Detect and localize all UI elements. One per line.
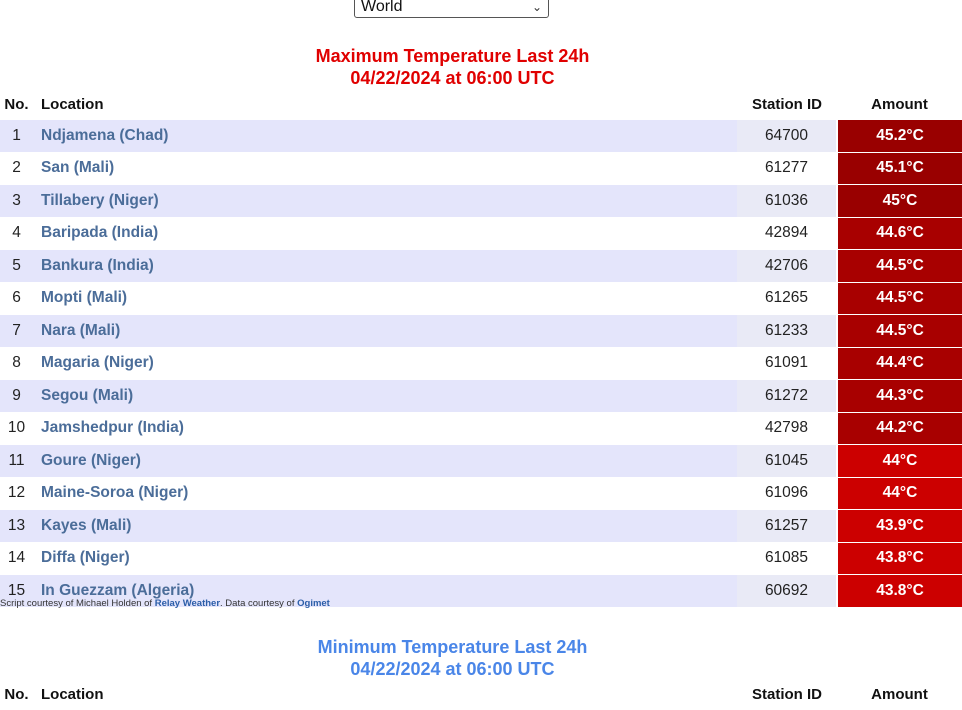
header-station-id: Station ID	[752, 686, 822, 703]
row-number: 5	[0, 250, 33, 283]
table-header-row	[0, 679, 962, 710]
row-station-id: 64700	[737, 120, 837, 152]
ogimet-link[interactable]: Ogimet	[297, 598, 330, 609]
table-row	[0, 542, 962, 575]
row-location[interactable]: In Guezzam (Algeria)	[33, 575, 737, 608]
header-location: Location	[41, 686, 104, 703]
header-amount: Amount	[871, 686, 928, 703]
header-no: No.	[4, 96, 29, 113]
row-amount: 43.8°C	[837, 575, 962, 608]
row-amount: 44.3°C	[837, 380, 962, 413]
table-row	[0, 315, 962, 348]
row-amount: 45.2°C	[837, 120, 962, 152]
row-location[interactable]: Diffa (Niger)	[33, 542, 737, 575]
row-station-id: 61257	[737, 510, 837, 543]
row-number: 12	[0, 477, 33, 510]
region-select[interactable]	[354, 0, 549, 18]
row-number: 6	[0, 282, 33, 315]
row-station-id: 42798	[737, 412, 837, 445]
row-location[interactable]: San (Mali)	[33, 152, 737, 185]
table-row	[0, 250, 962, 283]
row-station-id: 61036	[737, 185, 837, 218]
min-temp-title	[0, 636, 905, 680]
row-station-id: 61233	[737, 315, 837, 348]
max-temp-table	[0, 89, 962, 608]
row-station-id: 61272	[737, 380, 837, 413]
row-amount: 43.8°C	[837, 542, 962, 575]
row-number: 1	[0, 120, 33, 152]
chevron-down-icon: ⌄	[531, 0, 542, 14]
header-location: Location	[41, 96, 104, 113]
row-location[interactable]: Kayes (Mali)	[33, 510, 737, 543]
row-location[interactable]: Ndjamena (Chad)	[33, 120, 737, 152]
row-location[interactable]: Tillabery (Niger)	[33, 185, 737, 218]
row-number: 11	[0, 445, 33, 478]
row-amount: 44.2°C	[837, 412, 962, 445]
credit-middle: . Data courtesy of	[220, 598, 298, 609]
min-temp-date: 04/22/2024 at 06:00 UTC	[350, 659, 555, 679]
row-station-id: 60692	[737, 575, 837, 608]
max-temp-title-text: Maximum Temperature Last 24h	[315, 46, 590, 66]
table-row	[0, 510, 962, 543]
row-station-id: 61096	[737, 477, 837, 510]
row-location[interactable]: Maine-Soroa (Niger)	[33, 477, 737, 510]
table-row	[0, 412, 962, 445]
row-station-id: 42706	[737, 250, 837, 283]
header-station-id: Station ID	[752, 96, 822, 113]
row-location[interactable]: Magaria (Niger)	[33, 347, 737, 380]
table-row	[0, 445, 962, 478]
table-row	[0, 217, 962, 250]
row-location[interactable]: Bankura (India)	[33, 250, 737, 283]
row-location[interactable]: Mopti (Mali)	[33, 282, 737, 315]
max-temp-date: 04/22/2024 at 06:00 UTC	[350, 68, 555, 88]
row-amount: 44.5°C	[837, 315, 962, 348]
row-number: 14	[0, 542, 33, 575]
row-amount: 44.5°C	[837, 282, 962, 315]
row-number: 2	[0, 152, 33, 185]
min-temp-title-text: Minimum Temperature Last 24h	[317, 637, 588, 657]
header-amount: Amount	[871, 96, 928, 113]
table-row	[0, 282, 962, 315]
relay-weather-link[interactable]: Relay Weather	[154, 598, 221, 609]
row-number: 9	[0, 380, 33, 413]
row-number: 3	[0, 185, 33, 218]
table-row	[0, 477, 962, 510]
row-amount: 44°C	[837, 445, 962, 478]
row-location[interactable]: Jamshedpur (India)	[33, 412, 737, 445]
row-number: 10	[0, 412, 33, 445]
row-amount: 44.4°C	[837, 347, 962, 380]
row-station-id: 61277	[737, 152, 837, 185]
row-number: 7	[0, 315, 33, 348]
row-location[interactable]: Nara (Mali)	[33, 315, 737, 348]
row-station-id: 42894	[737, 217, 837, 250]
row-station-id: 61091	[737, 347, 837, 380]
row-amount: 45.1°C	[837, 152, 962, 185]
row-number: 8	[0, 347, 33, 380]
table-row	[0, 347, 962, 380]
row-amount: 45°C	[837, 185, 962, 218]
row-amount: 44°C	[837, 477, 962, 510]
row-number: 15	[0, 575, 33, 608]
row-location[interactable]: Segou (Mali)	[33, 380, 737, 413]
row-amount: 43.9°C	[837, 510, 962, 543]
min-temp-table	[0, 679, 962, 710]
table-row	[0, 380, 962, 413]
table-row	[0, 120, 962, 152]
credit-prefix: Script courtesy of Michael Holden of	[0, 598, 155, 609]
row-station-id: 61265	[737, 282, 837, 315]
max-temp-title	[0, 45, 905, 89]
row-location[interactable]: Baripada (India)	[33, 217, 737, 250]
region-select-value: World	[361, 0, 403, 15]
credit-line	[0, 598, 330, 609]
row-amount: 44.5°C	[837, 250, 962, 283]
header-no: No.	[4, 686, 29, 703]
row-station-id: 61045	[737, 445, 837, 478]
table-row	[0, 185, 962, 218]
row-station-id: 61085	[737, 542, 837, 575]
row-number: 13	[0, 510, 33, 543]
row-location[interactable]: Goure (Niger)	[33, 445, 737, 478]
table-row	[0, 152, 962, 185]
row-number: 4	[0, 217, 33, 250]
table-header-row	[0, 89, 962, 120]
row-amount: 44.6°C	[837, 217, 962, 250]
